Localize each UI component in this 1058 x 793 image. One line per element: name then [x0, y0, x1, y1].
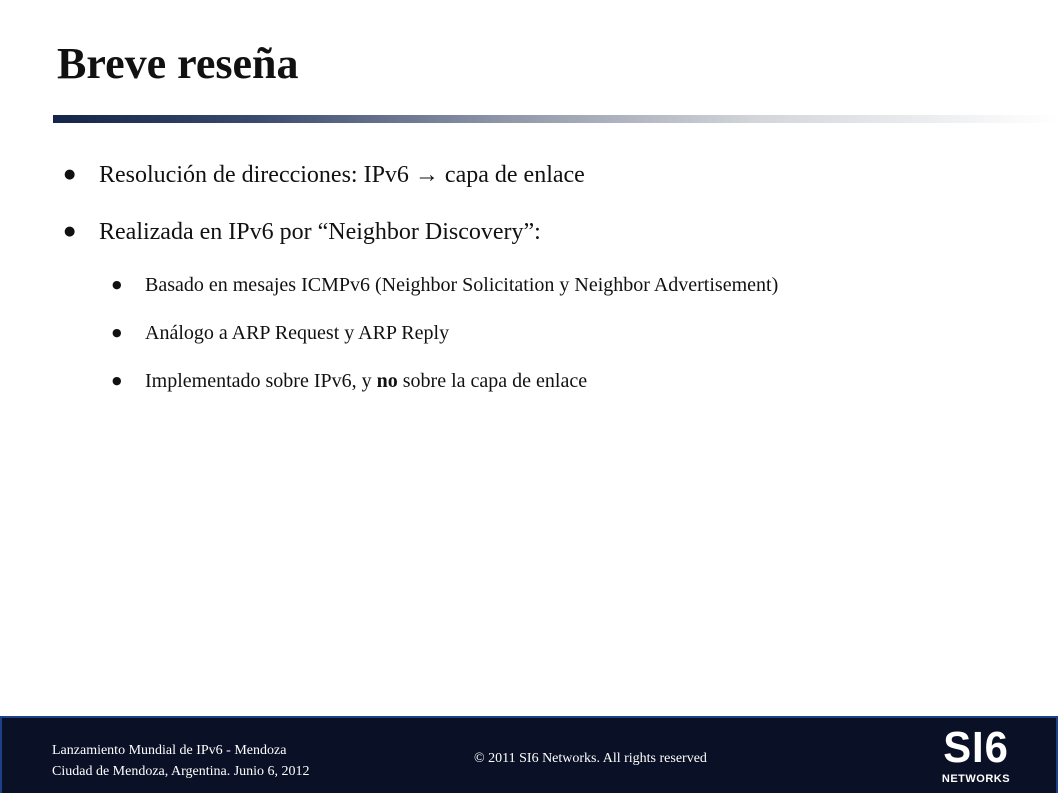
footer-event-line-1: Lanzamiento Mundial de IPv6 - Mendoza: [52, 743, 287, 758]
bullet-text: Realizada en IPv6 por “Neighbor Discovery”:: [99, 219, 541, 245]
bullet-text: Resolución de direcciones: IPv6 → capa de enlace: [99, 162, 585, 188]
sub-bullet-item: [112, 368, 588, 394]
sub-bullet-text: Análogo a ARP Request y ARP Reply: [145, 322, 450, 344]
bullet-icon: ●: [112, 326, 122, 339]
bullet-icon: ●: [112, 278, 122, 291]
sub-bullet-text-prefix: Implementado sobre IPv6, y: [145, 370, 377, 392]
footer-copyright: © 2011 SI6 Networks. All rights reserved: [474, 751, 707, 766]
logo-subtitle: NETWORKS: [941, 773, 1011, 785]
sub-bullet-text: Basado en mesajes ICMPv6 (Neighbor Solicitation y Neighbor Advertisement): [145, 274, 779, 296]
footer-bar: [0, 716, 1058, 793]
sub-bullet-text-suffix: sobre la capa de enlace: [397, 370, 588, 392]
emphasis-word: no: [376, 370, 398, 392]
footer-event-line-2: Ciudad de Mendoza, Argentina. Junio 6, 2012: [52, 764, 310, 779]
logo-wordmark: SI6: [943, 723, 1009, 772]
bullet-icon: ●: [112, 374, 122, 387]
footer-event-info: [52, 740, 310, 782]
si6-networks-logo: [936, 723, 1016, 788]
sub-bullet-item: [112, 272, 779, 298]
bullet-icon: ●: [64, 167, 76, 182]
sub-bullet-item: [112, 320, 450, 346]
slide-title: Breve reseña: [57, 39, 299, 88]
bullet-icon: ●: [64, 224, 76, 239]
bullet-item: [64, 160, 585, 190]
bullet-item: [64, 217, 541, 247]
